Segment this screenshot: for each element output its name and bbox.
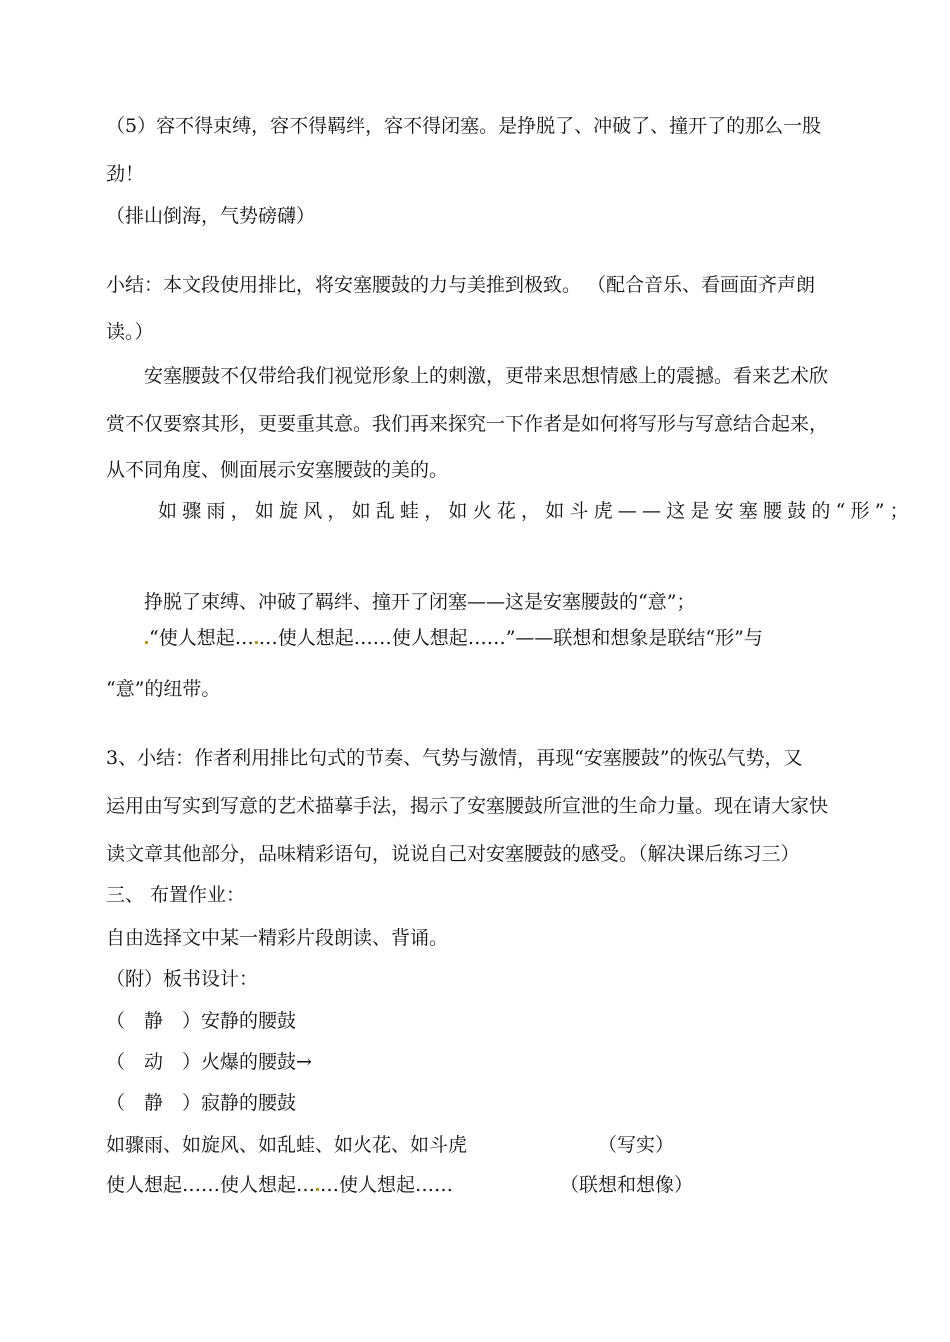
summary-1-line-1: 小结：本文段使用排比，将安塞腰鼓的力与美推到极致。 （配合音乐、看画面齐声朗 bbox=[106, 274, 816, 296]
summary-3-line-1: 3、小结：作者利用排比句式的节奏、气势与激情，再现“安塞腰鼓”的恢弘气势，又 bbox=[106, 747, 803, 769]
paragraph-5-line-2: 劲！ bbox=[106, 163, 145, 185]
link-line-1-part-a: “使人想起… bbox=[149, 627, 254, 649]
link-line-2: “意”的纽带。 bbox=[106, 678, 221, 700]
xing-line: 如骤雨，如旋风，如乱蛙，如火花，如斗虎——这是安塞腰鼓的“形”； bbox=[158, 500, 914, 522]
text-mark-dot bbox=[255, 641, 258, 644]
link-line-1 bbox=[144, 626, 763, 650]
paragraph-5-line-1: （5）容不得束缚，容不得羁绊，容不得闭塞。是挣脱了、冲破了、撞开了的那么一股 bbox=[106, 115, 822, 137]
summary-3-line-2: 运用由写实到写意的艺术描摹手法，揭示了安塞腰鼓所宣泄的生命力量。现在请大家快 bbox=[106, 795, 829, 817]
board-lianxiang-part-a: 使人想起……使人想起… bbox=[106, 1174, 316, 1196]
paragraph-2-line-3: 从不同角度、侧面展示安塞腰鼓的美的。 bbox=[106, 459, 449, 481]
homework-heading: 三、 布置作业： bbox=[106, 884, 246, 906]
paragraph-5-annotation: （排山倒海，气势磅礴） bbox=[106, 205, 316, 227]
board-row-2: （ 动 ）火爆的腰鼓→ bbox=[106, 1051, 312, 1073]
board-lianxiang-part-b: …使人想起…… bbox=[320, 1174, 454, 1196]
text-mark-dot bbox=[145, 641, 148, 644]
homework-text: 自由选择文中某一精彩片段朗读、背诵。 bbox=[106, 927, 449, 949]
summary-1-line-2: 读。） bbox=[106, 321, 154, 343]
paragraph-2-line-2: 赏不仅要察其形，更要重其意。我们再来探究一下作者是如何将写形与写意结合起来， bbox=[106, 413, 829, 435]
board-heading: （附）板书设计： bbox=[106, 968, 259, 990]
board-lianxiang-label: （联想和想像） bbox=[560, 1174, 694, 1196]
board-xieshi-text: 如骤雨、如旋风、如乱蛙、如火花、如斗虎 bbox=[106, 1134, 468, 1156]
yi-line: 挣脱了束缚、冲破了羁绊、撞开了闭塞——这是安塞腰鼓的“意”； bbox=[144, 591, 696, 613]
paragraph-2-line-1: 安塞腰鼓不仅带给我们视觉形象上的刺激，更带来思想情感上的震撼。看来艺术欣 bbox=[144, 365, 829, 387]
board-lianxiang-text bbox=[106, 1173, 453, 1197]
board-row-1: （ 静 ）安静的腰鼓 bbox=[106, 1010, 297, 1032]
text-mark-dot bbox=[316, 1188, 319, 1191]
summary-3-line-3: 读文章其他部分，品味精彩语句，说说自己对安塞腰鼓的感受。（解决课后练习三） bbox=[106, 843, 800, 865]
board-xieshi-label: （写实） bbox=[598, 1134, 675, 1156]
board-row-3: （ 静 ）寂静的腰鼓 bbox=[106, 1092, 297, 1114]
link-line-1-part-b: …使人想起……使人想起……”——联想和想象是联结“形”与 bbox=[258, 627, 763, 649]
